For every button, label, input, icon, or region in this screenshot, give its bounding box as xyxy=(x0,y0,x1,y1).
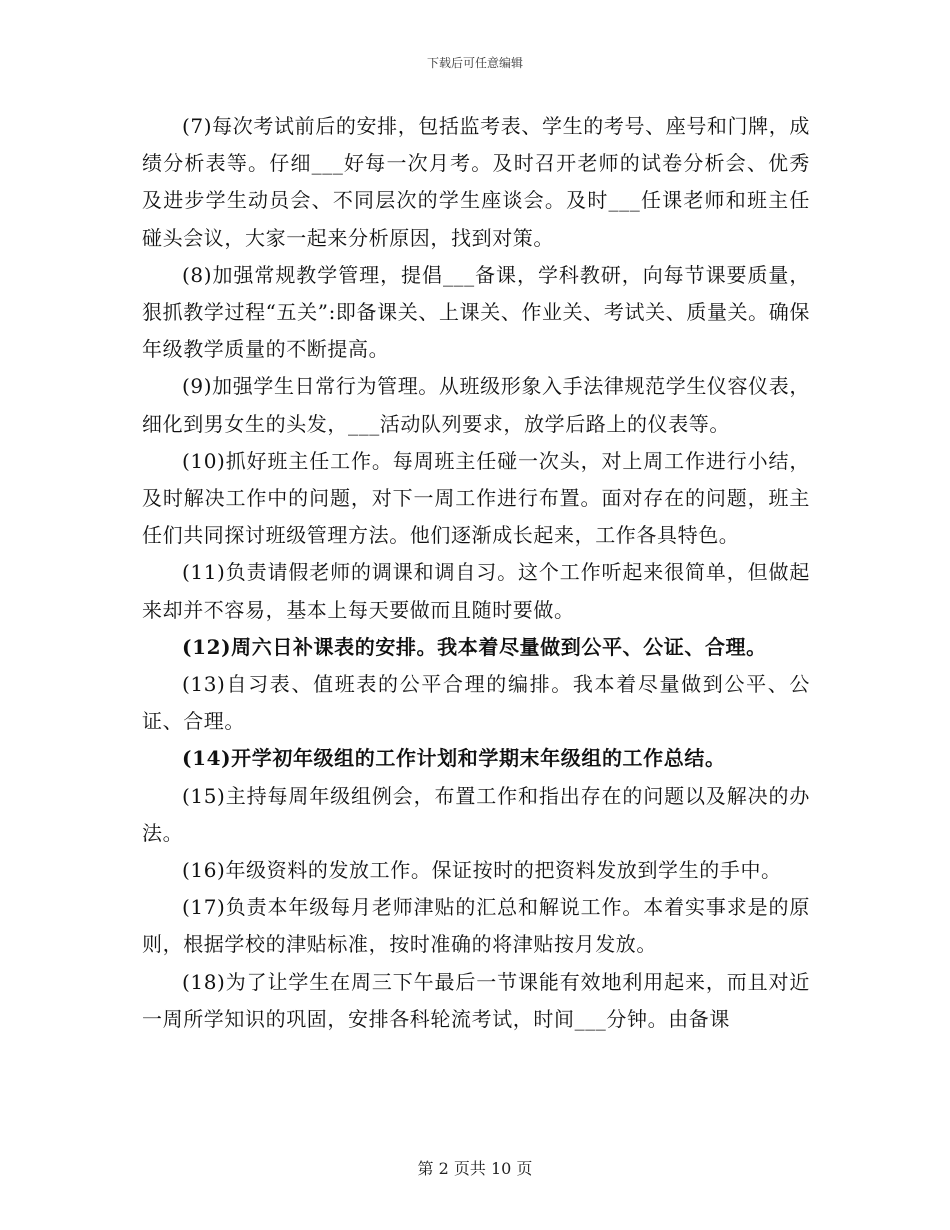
paragraph-11: (11)负责请假老师的调课和调自习。这个工作听起来很简单，但做起来却并不容易，基本上每天要做而且随时要做。 xyxy=(142,560,810,622)
paragraph-9: (9)加强学生日常行为管理。从班级形象入手法律规范学生仪容仪表，细化到男女生的头发，___活动队列要求，放学后路上的仪表等。 xyxy=(142,374,810,436)
paragraph-10: (10)抓好班主任工作。每周班主任碰一次头，对上周工作进行小结，及时解决工作中的问题，对下一周工作进行布置。面对存在的问题，班主任们共同探讨班级管理方法。他们逐渐成长起来，工作各具特色。 xyxy=(142,448,810,548)
paragraph-8: (8)加强常规教学管理，提倡___备课，学科教研，向每节课要质量，狠抓教学过程“五关”:即备课关、上课关、作业关、考试关、质量关。确保年级教学质量的不断提高。 xyxy=(142,262,810,362)
document-body xyxy=(142,108,810,1038)
paragraph-17: (17)负责本年级每月老师津贴的汇总和解说工作。本着实事求是的原则，根据学校的津贴标准，按时准确的将津贴按月发放。 xyxy=(142,895,810,957)
paragraph-14: (14)开学初年级组的工作计划和学期末年级组的工作总结。 xyxy=(182,746,726,771)
paragraph-16: (16)年级资料的发放工作。保证按时的把资料发放到学生的手中。 xyxy=(182,858,782,883)
paragraph-15: (15)主持每周年级组例会，布置工作和指出存在的问题以及解决的办法。 xyxy=(142,783,810,845)
paragraph-12: (12)周六日补课表的安排。我本着尽量做到公平、公证、合理。 xyxy=(182,634,767,659)
paragraph-7: (7)每次考试前后的安排，包括监考表、学生的考号、座号和门牌，成绩分析表等。仔细___好每一次月考。及时召开老师的试卷分析会、优秀及进步学生动员会、不同层次的学生座谈会。及时___任课老师和班主任碰头会议，大家一起来分析原因，找到对策。 xyxy=(142,114,810,250)
header-note: 下载后可任意编辑 xyxy=(426,56,523,70)
paragraph-18: (18)为了让学生在周三下午最后一节课能有效地利用起来，而且对近一周所学知识的巩固，安排各科轮流考试，时间___分钟。由备课 xyxy=(142,969,810,1031)
page-number-footer: 第 2 页共 10 页 xyxy=(417,1159,533,1178)
paragraph-13: (13)自习表、值班表的公平合理的编排。我本着尽量做到公平、公证、合理。 xyxy=(142,672,810,734)
